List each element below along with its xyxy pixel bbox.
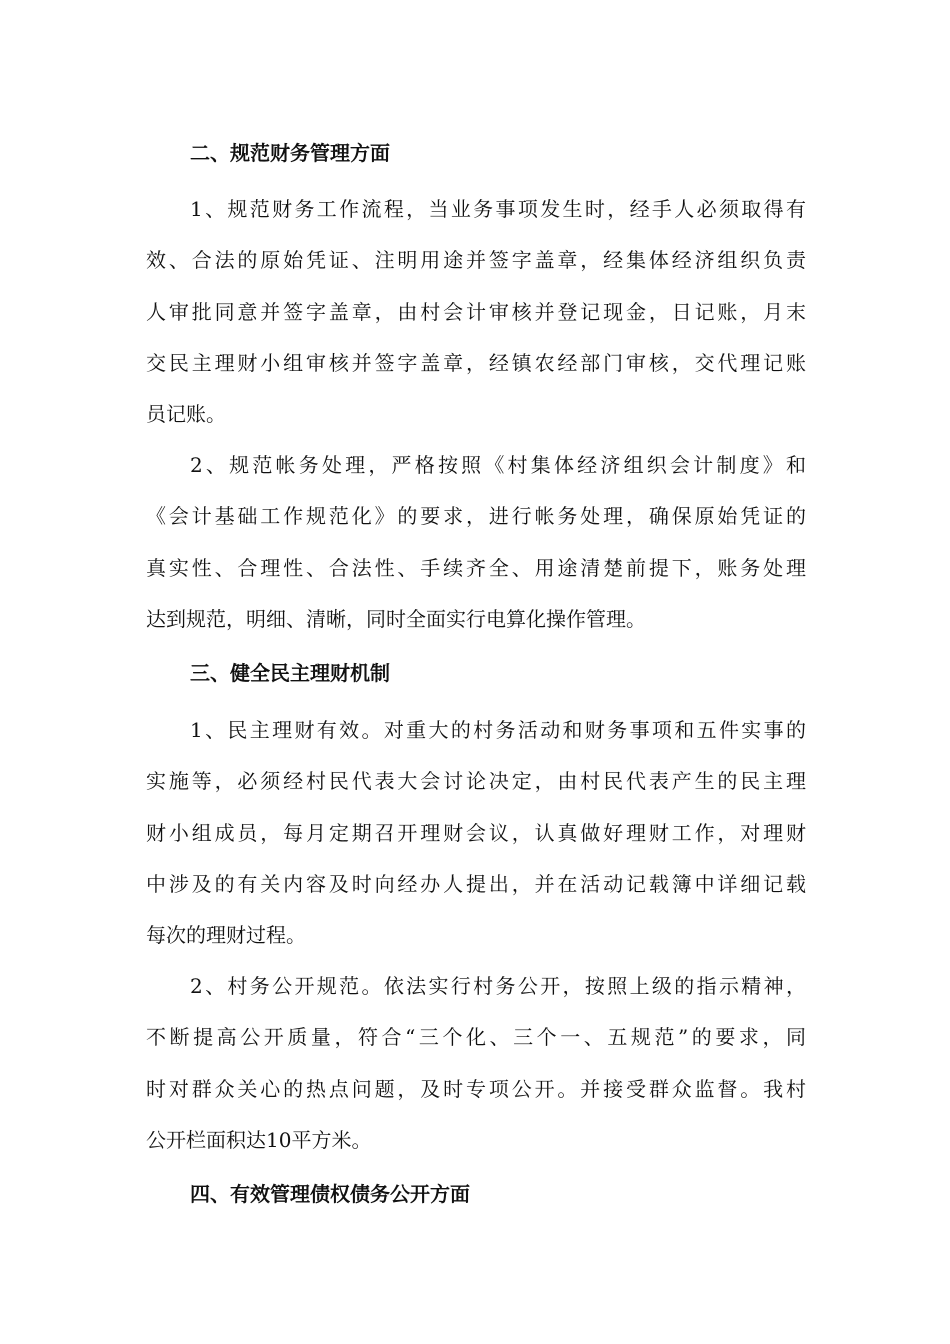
paragraph-line: 财小组成员，每月定期召开理财会议，认真做好理财工作，对理财 xyxy=(146,820,806,845)
paragraph-line: 1、民主理财有效。对重大的村务活动和财务事项和五件实事的 xyxy=(190,718,806,742)
paragraph-3-1 xyxy=(146,716,806,972)
paragraph-line: 不断提高公开质量，符合“三个化、三个一、五规范”的要求，同 xyxy=(146,1025,806,1050)
section-heading-2: 二、规范财务管理方面 xyxy=(190,141,390,165)
paragraph-line: 2、村务公开规范。依法实行村务公开，按照上级的指示精神， xyxy=(190,974,806,998)
paragraph-line: 员记账。 xyxy=(146,402,226,427)
paragraph-2-1 xyxy=(146,195,806,451)
paragraph-line: 1、规范财务工作流程，当业务事项发生时，经手人必须取得有 xyxy=(190,197,806,221)
section-heading-3: 三、健全民主理财机制 xyxy=(190,661,390,685)
section-heading-4: 四、有效管理债权债务公开方面 xyxy=(190,1182,470,1206)
paragraph-line: 真实性、合理性、合法性、手续齐全、用途清楚前提下，账务处理 xyxy=(146,555,806,580)
paragraph-line: 中涉及的有关内容及时向经办人提出，并在活动记载簿中详细记载 xyxy=(146,871,806,896)
paragraph-3-2 xyxy=(146,972,806,1177)
paragraph-line: 达到规范，明细、清晰，同时全面实行电算化操作管理。 xyxy=(146,606,646,631)
paragraph-line: 公开栏面积达10平方米。 xyxy=(146,1127,372,1152)
paragraph-line: 每次的理财过程。 xyxy=(146,923,306,948)
paragraph-line: 交民主理财小组审核并签字盖章，经镇农经部门审核，交代理记账 xyxy=(146,350,806,375)
paragraph-line: 《会计基础工作规范化》的要求，进行帐务处理，确保原始凭证的 xyxy=(146,504,806,529)
paragraph-line: 时对群众关心的热点问题，及时专项公开。并接受群众监督。我村 xyxy=(146,1076,806,1101)
paragraph-line: 效、合法的原始凭证、注明用途并签字盖章，经集体经济组织负责 xyxy=(146,248,806,273)
paragraph-line: 2、规范帐务处理，严格按照《村集体经济组织会计制度》和 xyxy=(190,453,806,477)
paragraph-line: 实施等，必须经村民代表大会讨论决定，由村民代表产生的民主理 xyxy=(146,769,806,794)
paragraph-2-2 xyxy=(146,451,806,656)
paragraph-line: 人审批同意并签字盖章，由村会计审核并登记现金，日记账，月末 xyxy=(146,299,806,324)
